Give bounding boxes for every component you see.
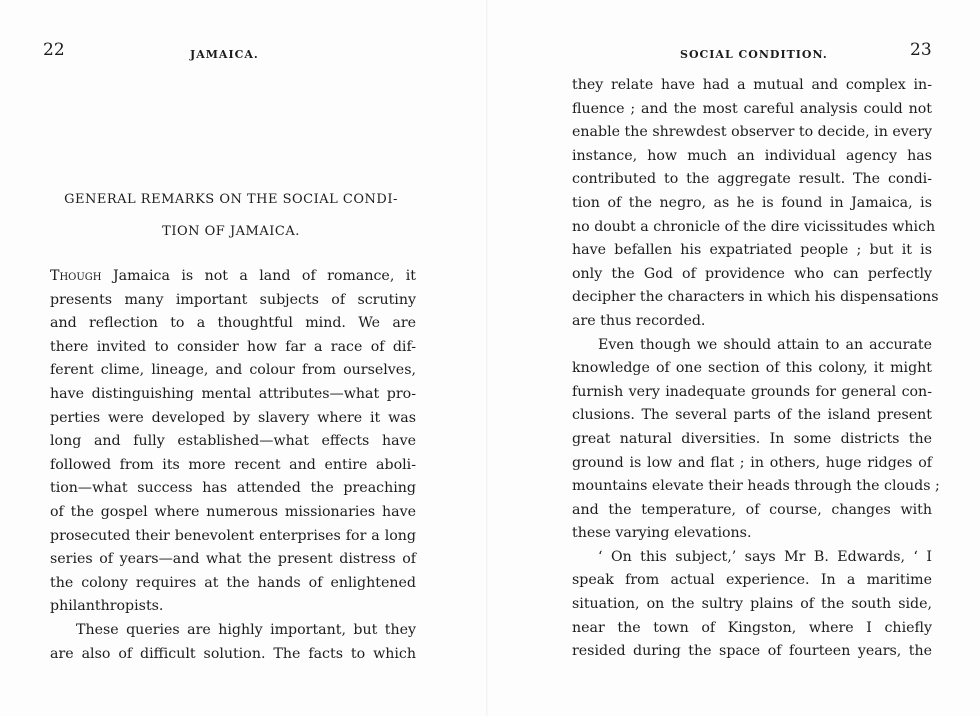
text-line: situation, on the sultry plains of the south side,	[572, 596, 932, 613]
right-page-number: 23	[910, 40, 932, 60]
text-line: enable the shrewdest observer to decide, in every	[572, 124, 932, 141]
text-line: tion of the negro, as he is found in Jamaica, is	[572, 194, 932, 211]
text-line: Even though we should attain to an accurate	[598, 336, 932, 353]
text-line: speak from actual experience. In a maritime	[572, 572, 932, 589]
opening-word: Though	[50, 268, 102, 284]
text-line: perties were developed by slavery where it was	[50, 409, 416, 426]
text-line: are also of difficult solution. The facts to which	[50, 645, 416, 662]
text-line: they relate have had a mutual and complex in-	[572, 77, 932, 93]
text-line: have befallen his expatriated people ; but it is	[572, 242, 932, 259]
text-line-rest: Jamaica is not a land of romance, it	[101, 268, 416, 284]
right-running-head: SOCIAL CONDITION.	[680, 48, 828, 61]
text-line: have distinguishing mental attributes—what pro-	[50, 385, 416, 402]
text-line: of the gospel where numerous missionaries have	[50, 503, 416, 520]
right-body-text	[572, 74, 940, 664]
text-line: near the town of Kingston, where I chiefly	[572, 619, 932, 636]
text-line: contributed to the aggregate result. The condi-	[572, 171, 932, 188]
text-line: followed from its more recent and entire aboli-	[50, 456, 416, 473]
text-line: these varying elevations.	[572, 525, 752, 542]
text-line: are thus recorded.	[572, 312, 706, 329]
text-line: tion—what success has attended the preaching	[50, 480, 416, 497]
left-body-text	[50, 265, 416, 666]
text-line: furnish very inadequate grounds for general con-	[572, 383, 932, 400]
text-line: mountains elevate their heads through the clouds ;	[572, 478, 940, 495]
text-line: knowledge of one section of this colony, it might	[572, 360, 932, 377]
text-line: ground is low and flat ; in others, huge ridges of	[572, 454, 932, 471]
section-heading	[48, 184, 414, 248]
text-line: ‘ On this subject,’ says Mr B. Edwards, ‘ I	[598, 548, 932, 565]
text-line: philanthropists.	[50, 598, 164, 615]
text-line: great natural diversities. In some districts the	[572, 430, 932, 447]
text-line: the colony requires at the hands of enlightened	[50, 574, 416, 591]
left-running-head: JAMAICA.	[190, 48, 259, 61]
text-line: no doubt a chronicle of the dire vicissitudes which	[572, 218, 936, 235]
section-heading-line: TION OF JAMAICA.	[162, 224, 300, 239]
text-line: series of years—and what the present distress of	[50, 551, 416, 568]
text-line: These queries are highly important, but they	[76, 621, 416, 638]
text-line	[50, 265, 416, 289]
text-line: and the temperature, of course, changes with	[572, 501, 932, 518]
text-line: resided during the space of fourteen years, the	[572, 643, 932, 660]
left-page-number: 22	[43, 40, 65, 60]
text-line: ferent clime, lineage, and colour from ourselves,	[50, 362, 416, 379]
text-line: long and fully established—what effects have	[50, 433, 416, 450]
right-page	[488, 0, 980, 716]
text-line: prosecuted their benevolent enterprises for a long	[50, 527, 416, 544]
text-line: clusions. The several parts of the island present	[572, 407, 932, 424]
section-heading-line: GENERAL REMARKS ON THE SOCIAL CONDI-	[64, 192, 398, 207]
text-line: and reflection to a thoughtful mind. We are	[50, 315, 416, 332]
text-line: fluence ; and the most careful analysis could not	[572, 100, 932, 117]
text-line: only the God of providence who can perfectly	[572, 265, 932, 282]
text-line: there invited to consider how far a race of dif-	[50, 338, 416, 355]
text-line: decipher the characters in which his dispensations	[572, 289, 939, 306]
text-line: instance, how much an individual agency has	[572, 147, 932, 164]
text-line: presents many important subjects of scrutiny	[50, 291, 416, 308]
left-page	[0, 0, 486, 716]
